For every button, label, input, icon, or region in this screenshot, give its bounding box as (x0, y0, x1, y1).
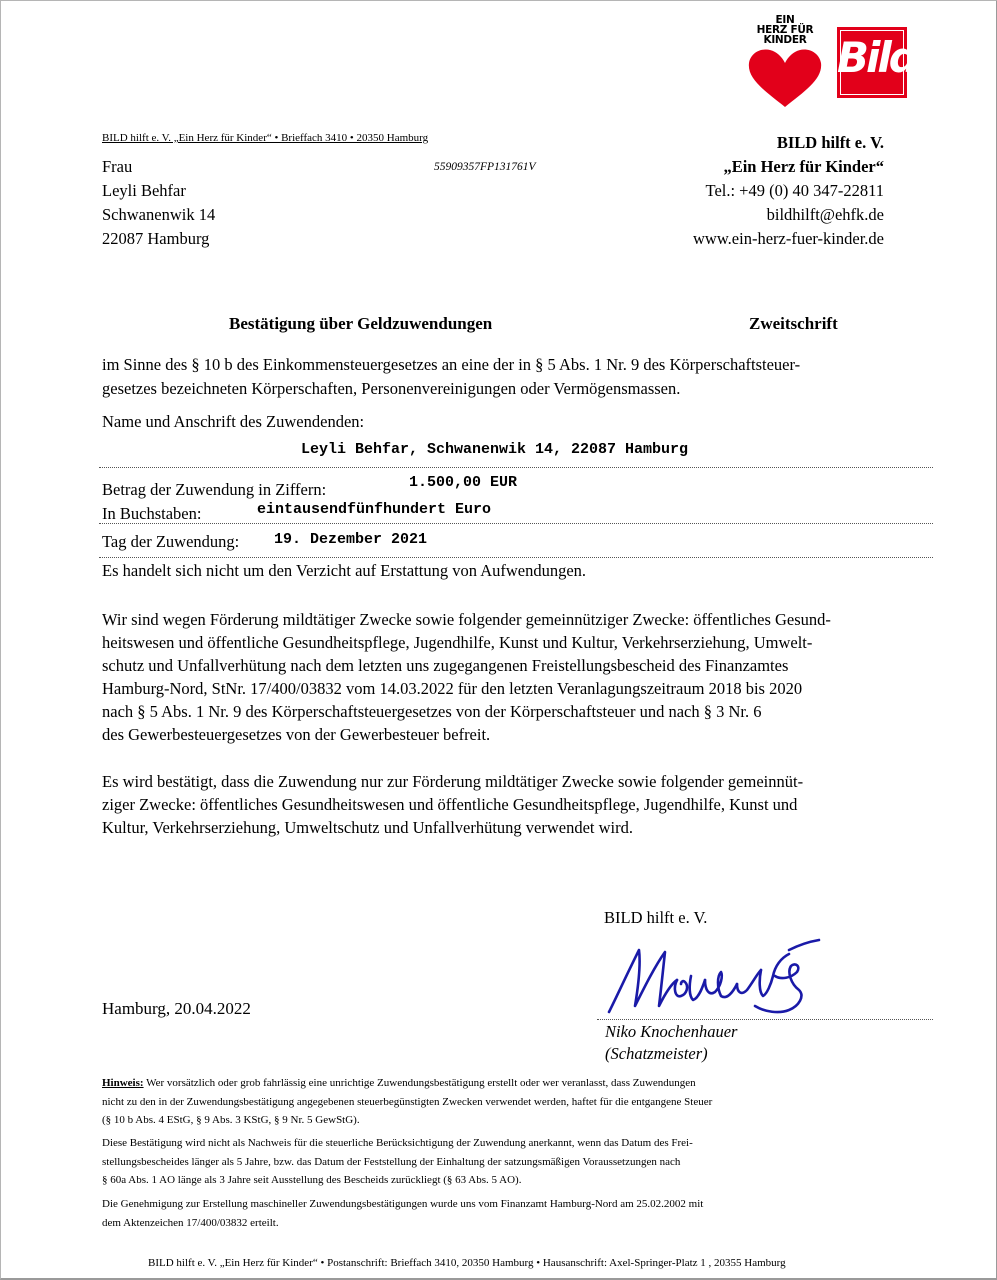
amount-words-value: eintausendfünfhundert Euro (257, 501, 492, 518)
legal-notice (102, 1074, 847, 1130)
signature-org: BILD hilft e. V. (604, 908, 708, 927)
donor-value: Leyli Behfar, Schwanenwik 14, 22087 Hamburg (301, 441, 689, 458)
paragraph-line: Es wird bestätigt, dass die Zuwendung nur zur Förderung mildtätiger Zwecke sowie folgender gemeinnüt- (102, 772, 804, 791)
signature-line (597, 1019, 933, 1020)
paragraph-line: heitswesen und öffentliche Gesundheitspflege, Jugendhilfe, Kunst und Kultur, Verkehrserziehung, Umwelt- (102, 633, 813, 652)
amount-words-label: In Buchstaben: (102, 504, 202, 523)
amount-digits-label: Betrag der Zuwendung in Ziffern: (102, 480, 327, 499)
signer-name: Niko Knochenhauer (605, 1022, 738, 1041)
donor-label: Name und Anschrift des Zuwendenden: (102, 412, 365, 431)
amount-digits-value: 1.500,00 EUR (409, 474, 518, 491)
paragraph-line: des Gewerbesteuergesetzes von der Gewerbesteuer befreit. (102, 725, 491, 744)
handwritten-signature (605, 936, 825, 1018)
intro-text (102, 353, 902, 401)
intro-line: im Sinne des § 10 b des Einkommensteuergesetzes an eine der in § 5 Abs. 1 Nr. 9 des Körperschaftsteuer- (102, 355, 801, 374)
recipient-salutation: Frau (102, 157, 133, 176)
logo-text-line: KINDER (763, 34, 807, 46)
page-footer: BILD hilft e. V. „Ein Herz für Kinder“ • Postanschrift: Brieffach 3410, 20350 Hamburg • Hausanschrift: Axel-Springer-Platz 1 , 20355 Hamburg (148, 1257, 786, 1269)
notice-line: dem Aktenzeichen 17/400/03832 erteilt. (102, 1216, 279, 1229)
logo-text-line: HERZ FÜR (756, 24, 814, 36)
confirmation-paragraph (102, 770, 922, 839)
notice-line: nicht zu den in der Zuwendungsbestätigung angegebenen steuerbegünstigten Zwecken verwendet werden, haftet für die entgangene Steuer (102, 1095, 713, 1108)
organization-website: www.ein-herz-fuer-kinder.de (692, 229, 884, 248)
organization-block (693, 131, 884, 251)
divider (99, 467, 933, 468)
notice-label: Hinweis: (102, 1077, 144, 1089)
date-label: Tag der Zuwendung: (102, 532, 240, 551)
notice-line: stellungsbescheides länger als 5 Jahre, bzw. das Datum der Feststellung der Einhaltung der satzungsmäßigen Voraussetzungen nach (102, 1155, 681, 1168)
paragraph-line: Hamburg-Nord, StNr. 17/400/03832 vom 14.03.2022 für den letzten Veranlagungszeitraum 2018 bis 2020 (102, 679, 803, 698)
copy-label: Zweitschrift (749, 314, 838, 333)
document-title: Bestätigung über Geldzuwendungen (229, 314, 493, 333)
bild-logo (837, 27, 916, 98)
organization-name: BILD hilft e. V. (776, 133, 884, 152)
recipient-name: Leyli Behfar (102, 181, 186, 200)
recipient-street: Schwanenwik 14 (102, 205, 216, 224)
notice-line: § 60a Abs. 1 AO länge als 3 Jahre seit Ausstellung des Bescheids zurückliegt (§ 63 Abs. 5 AO). (102, 1174, 522, 1186)
organization-email: bildhilft@ehfk.de (766, 205, 884, 224)
paragraph-line: nach § 5 Abs. 1 Nr. 9 des Körperschaftsteuergesetzes von der Körperschaftsteuer und nach § 3 Nr. 6 (102, 702, 762, 721)
divider (99, 523, 933, 524)
date-value: 19. Dezember 2021 (274, 531, 428, 548)
paragraph-line: Kultur, Verkehrserziehung, Umweltschutz und Unfallverhütung verwendet wird. (102, 818, 634, 837)
ein-herz-fuer-kinder-logo (745, 15, 825, 107)
intro-line: gesetzes bezeichneten Körperschaften, Personenvereinigungen oder Vermögensmassen. (102, 379, 681, 398)
place-date: Hamburg, 20.04.2022 (102, 999, 251, 1018)
notice-text: Wer vorsätzlich oder grob fahrlässig eine unrichtige Zuwendungsbestätigung erstellt oder wer veranlasst, dass Zuwendungen (143, 1077, 696, 1089)
signer-role: (Schatzmeister) (605, 1044, 708, 1063)
recipient-address (102, 155, 215, 251)
organization-phone: Tel.: +49 (0) 40 347-22811 (705, 181, 884, 200)
heart-icon (745, 47, 825, 109)
paragraph-line: schutz und Unfallverhütung nach dem letzten uns zugegangenen Freistellungsbescheid des Finanzamtes (102, 656, 789, 675)
waiver-note: Es handelt sich nicht um den Verzicht auf Erstattung von Aufwendungen. (102, 561, 587, 580)
paragraph-line: ziger Zwecke: öffentliches Gesundheitswesen und öffentliche Gesundheitspflege, Jugendhilfe, Kunst und (102, 795, 798, 814)
divider (99, 557, 933, 558)
sender-return-address: BILD hilft e. V. „Ein Herz für Kinder“ • Brieffach 3410 • 20350 Hamburg (102, 132, 429, 144)
logo-text-line: EIN (775, 14, 795, 26)
recipient-city: 22087 Hamburg (102, 229, 210, 248)
reference-code: 55909357FP131761V (434, 161, 536, 173)
validity-notice (102, 1134, 847, 1190)
bild-logo-text: Bild (837, 33, 916, 82)
notice-line: (§ 10 b Abs. 4 EStG, § 9 Abs. 3 KStG, § 9 Nr. 5 GewStG). (102, 1114, 360, 1126)
notice-line: Die Genehmigung zur Erstellung maschineller Zuwendungsbestätigungen wurde uns vom Finanzamt Hamburg-Nord am 25.02.2002 mit (102, 1198, 704, 1210)
notice-line: Diese Bestätigung wird nicht als Nachweis für die steuerliche Berücksichtigung der Zuwendung anerkannt, wenn das Datum des Frei- (102, 1137, 693, 1149)
approval-notice (102, 1195, 847, 1232)
paragraph-line: Wir sind wegen Förderung mildtätiger Zwecke sowie folgender gemeinnütziger Zwecke: öffentliches Gesund- (102, 610, 831, 629)
exemption-paragraph (102, 608, 922, 746)
organization-subtitle: „Ein Herz für Kinder“ (723, 157, 884, 176)
